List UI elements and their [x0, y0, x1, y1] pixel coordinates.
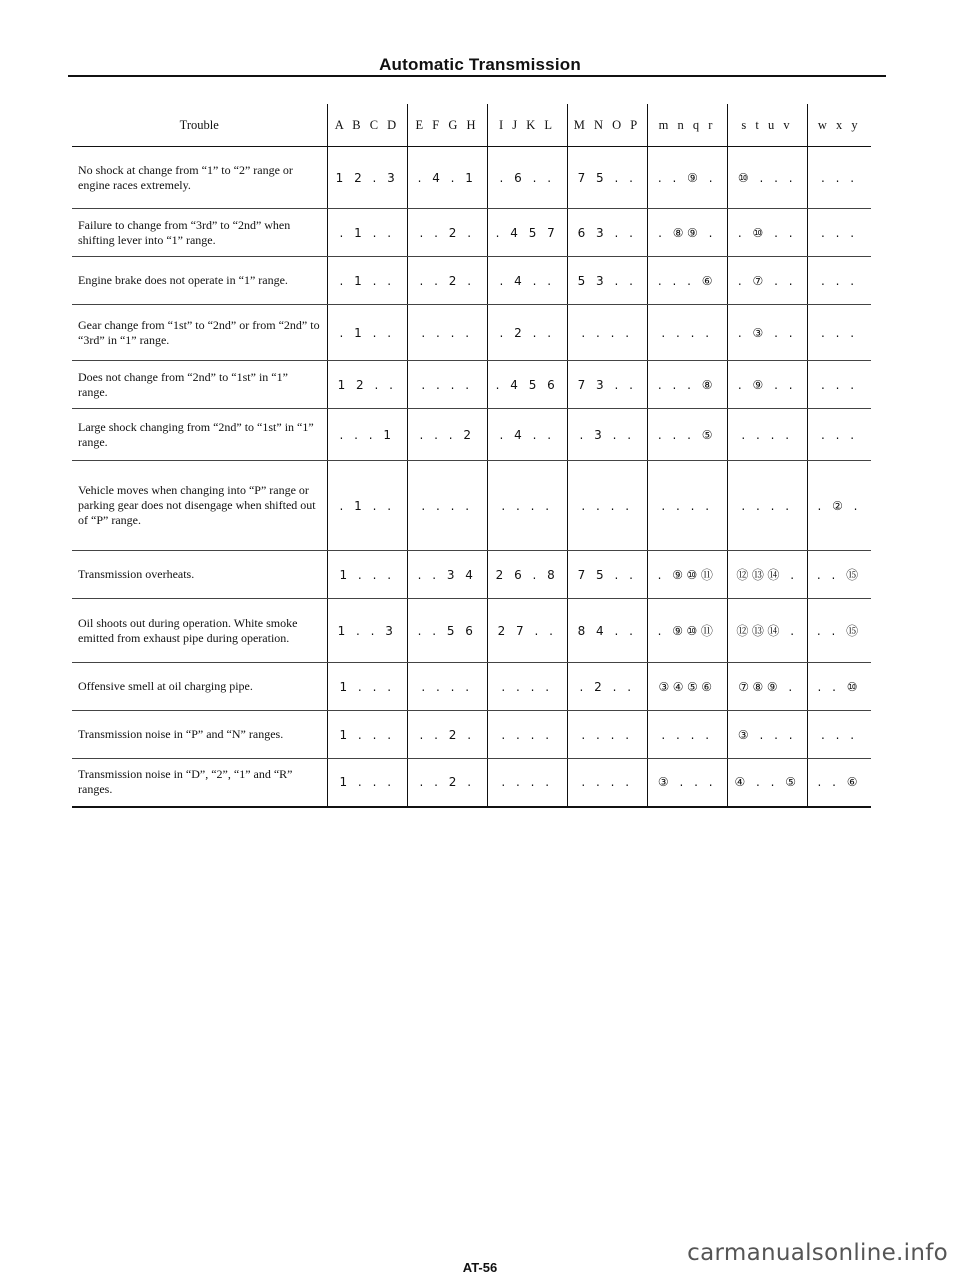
check-sequence-cell: . ② .: [807, 461, 871, 551]
check-sequence-cell: . . . .: [647, 305, 727, 361]
check-sequence-cell: . . ⑮: [807, 551, 871, 599]
check-sequence-cell: . . . .: [727, 409, 807, 461]
check-sequence-cell: . ⑨⑩⑪: [647, 551, 727, 599]
trouble-description: Failure to change from “3rd” to “2nd” when shifting lever into “1” range.: [72, 209, 327, 257]
check-sequence-cell: . 1 . .: [327, 305, 407, 361]
trouble-description: Engine brake does not operate in “1” range.: [72, 257, 327, 305]
table-row: [72, 305, 871, 361]
check-sequence-cell: . . ⑥: [807, 759, 871, 807]
check-sequence-cell: . . .: [807, 711, 871, 759]
column-header-stuv: s t u v: [727, 104, 807, 147]
check-sequence-cell: 1 . . .: [327, 663, 407, 711]
check-sequence-cell: . . .: [807, 409, 871, 461]
check-sequence-cell: . . . .: [407, 361, 487, 409]
check-sequence-cell: . . . 1: [327, 409, 407, 461]
trouble-description: Large shock changing from “2nd” to “1st” in “1” range.: [72, 409, 327, 461]
trouble-description: Transmission overheats.: [72, 551, 327, 599]
check-sequence-cell: 5 3 . .: [567, 257, 647, 305]
check-sequence-cell: . 2 . .: [487, 305, 567, 361]
check-sequence-cell: . . . ⑥: [647, 257, 727, 305]
check-sequence-cell: . . . .: [567, 305, 647, 361]
check-sequence-cell: . 1 . .: [327, 257, 407, 305]
check-sequence-cell: 1 . . .: [327, 711, 407, 759]
table-row: [72, 759, 871, 807]
check-sequence-cell: . . . .: [407, 663, 487, 711]
check-sequence-cell: . ⑧⑨ .: [647, 209, 727, 257]
check-sequence-cell: ⑫⑬⑭ .: [727, 599, 807, 663]
check-sequence-cell: 8 4 . .: [567, 599, 647, 663]
column-header-trouble: Trouble: [72, 104, 327, 147]
check-sequence-cell: . . .: [807, 361, 871, 409]
check-sequence-cell: . 4 . 1: [407, 147, 487, 209]
check-sequence-cell: ③ . . .: [727, 711, 807, 759]
check-sequence-cell: . . .: [807, 209, 871, 257]
check-sequence-cell: . . .: [807, 305, 871, 361]
table-row: [72, 147, 871, 209]
trouble-description: Oil shoots out during operation. White smoke emitted from exhaust pipe during operation.: [72, 599, 327, 663]
check-sequence-cell: . . . ⑤: [647, 409, 727, 461]
trouble-description: No shock at change from “1” to “2” range or engine races extremely.: [72, 147, 327, 209]
check-sequence-cell: . . . .: [407, 461, 487, 551]
check-sequence-cell: ③④⑤⑥: [647, 663, 727, 711]
table-row: [72, 209, 871, 257]
trouble-description: Offensive smell at oil charging pipe.: [72, 663, 327, 711]
trouble-description: Transmission noise in “P” and “N” ranges.: [72, 711, 327, 759]
check-sequence-cell: . . ⑮: [807, 599, 871, 663]
trouble-description: Vehicle moves when changing into “P” range or parking gear does not disengage when shifted out of “P” range.: [72, 461, 327, 551]
check-sequence-cell: . . . .: [487, 663, 567, 711]
check-sequence-cell: . . 3 4: [407, 551, 487, 599]
table-row: [72, 257, 871, 305]
watermark: carmanualsonline.info: [687, 1240, 948, 1266]
check-sequence-cell: . . 2 .: [407, 759, 487, 807]
check-sequence-cell: 7 5 . .: [567, 147, 647, 209]
check-sequence-cell: . 4 5 6: [487, 361, 567, 409]
check-sequence-cell: ⑩ . . .: [727, 147, 807, 209]
check-sequence-cell: . . . .: [647, 711, 727, 759]
check-sequence-cell: 1 2 . .: [327, 361, 407, 409]
check-sequence-cell: 6 3 . .: [567, 209, 647, 257]
column-header-wxy: w x y: [807, 104, 871, 147]
trouble-description: Transmission noise in “D”, “2”, “1” and “R” ranges.: [72, 759, 327, 807]
check-sequence-cell: . . ⑩: [807, 663, 871, 711]
check-sequence-cell: . . 5 6: [407, 599, 487, 663]
check-sequence-cell: . . . .: [727, 461, 807, 551]
check-sequence-cell: . 4 5 7: [487, 209, 567, 257]
check-sequence-cell: . . 2 .: [407, 257, 487, 305]
check-sequence-cell: . . 2 .: [407, 711, 487, 759]
check-sequence-cell: . . . .: [487, 461, 567, 551]
check-sequence-cell: . ⑩ . .: [727, 209, 807, 257]
check-sequence-cell: . 1 . .: [327, 209, 407, 257]
check-sequence-cell: . ⑨ . .: [727, 361, 807, 409]
column-header-efgh: E F G H: [407, 104, 487, 147]
table-row: [72, 461, 871, 551]
check-sequence-cell: ③ . . .: [647, 759, 727, 807]
check-sequence-cell: . . 2 .: [407, 209, 487, 257]
table-row: [72, 361, 871, 409]
check-sequence-cell: . . . .: [487, 711, 567, 759]
column-header-mnqr: m n q r: [647, 104, 727, 147]
check-sequence-cell: . 4 . .: [487, 409, 567, 461]
check-sequence-cell: . . . .: [567, 461, 647, 551]
check-sequence-cell: . . .: [807, 257, 871, 305]
check-sequence-cell: ⑦⑧⑨ .: [727, 663, 807, 711]
page-title: Automatic Transmission: [379, 55, 581, 74]
trouble-description: Does not change from “2nd” to “1st” in “1” range.: [72, 361, 327, 409]
check-sequence-cell: . . . .: [647, 461, 727, 551]
trouble-diagnosis-table: [72, 104, 871, 808]
check-sequence-cell: . . . .: [567, 759, 647, 807]
check-sequence-cell: . 3 . .: [567, 409, 647, 461]
column-header-abcd: A B C D: [327, 104, 407, 147]
table-header-row: [72, 104, 871, 147]
check-sequence-cell: ④ . . ⑤: [727, 759, 807, 807]
check-sequence-cell: . . . 2: [407, 409, 487, 461]
check-sequence-cell: . . ⑨ .: [647, 147, 727, 209]
check-sequence-cell: 7 5 . .: [567, 551, 647, 599]
check-sequence-cell: . 6 . .: [487, 147, 567, 209]
table-row: [72, 711, 871, 759]
check-sequence-cell: . . . .: [567, 711, 647, 759]
title-rule: [68, 75, 886, 77]
check-sequence-cell: 1 . . .: [327, 759, 407, 807]
table-row: [72, 551, 871, 599]
check-sequence-cell: 7 3 . .: [567, 361, 647, 409]
check-sequence-cell: . 1 . .: [327, 461, 407, 551]
check-sequence-cell: ⑫⑬⑭ .: [727, 551, 807, 599]
trouble-description: Gear change from “1st” to “2nd” or from “2nd” to “3rd” in “1” range.: [72, 305, 327, 361]
check-sequence-cell: 1 2 . 3: [327, 147, 407, 209]
check-sequence-cell: . . . .: [407, 305, 487, 361]
column-header-ijkl: I J K L: [487, 104, 567, 147]
table-row: [72, 663, 871, 711]
check-sequence-cell: . 2 . .: [567, 663, 647, 711]
check-sequence-cell: . . . .: [487, 759, 567, 807]
check-sequence-cell: 2 6 . 8: [487, 551, 567, 599]
check-sequence-cell: . ③ . .: [727, 305, 807, 361]
check-sequence-cell: . . .: [807, 147, 871, 209]
table-row: [72, 409, 871, 461]
page-number: AT-56: [462, 1260, 498, 1275]
check-sequence-cell: . ⑨⑩⑪: [647, 599, 727, 663]
column-header-mnop: M N O P: [567, 104, 647, 147]
check-sequence-cell: . 4 . .: [487, 257, 567, 305]
check-sequence-cell: 2 7 . .: [487, 599, 567, 663]
check-sequence-cell: 1 . . 3: [327, 599, 407, 663]
check-sequence-cell: . . . ⑧: [647, 361, 727, 409]
check-sequence-cell: 1 . . .: [327, 551, 407, 599]
check-sequence-cell: . ⑦ . .: [727, 257, 807, 305]
table-row: [72, 599, 871, 663]
